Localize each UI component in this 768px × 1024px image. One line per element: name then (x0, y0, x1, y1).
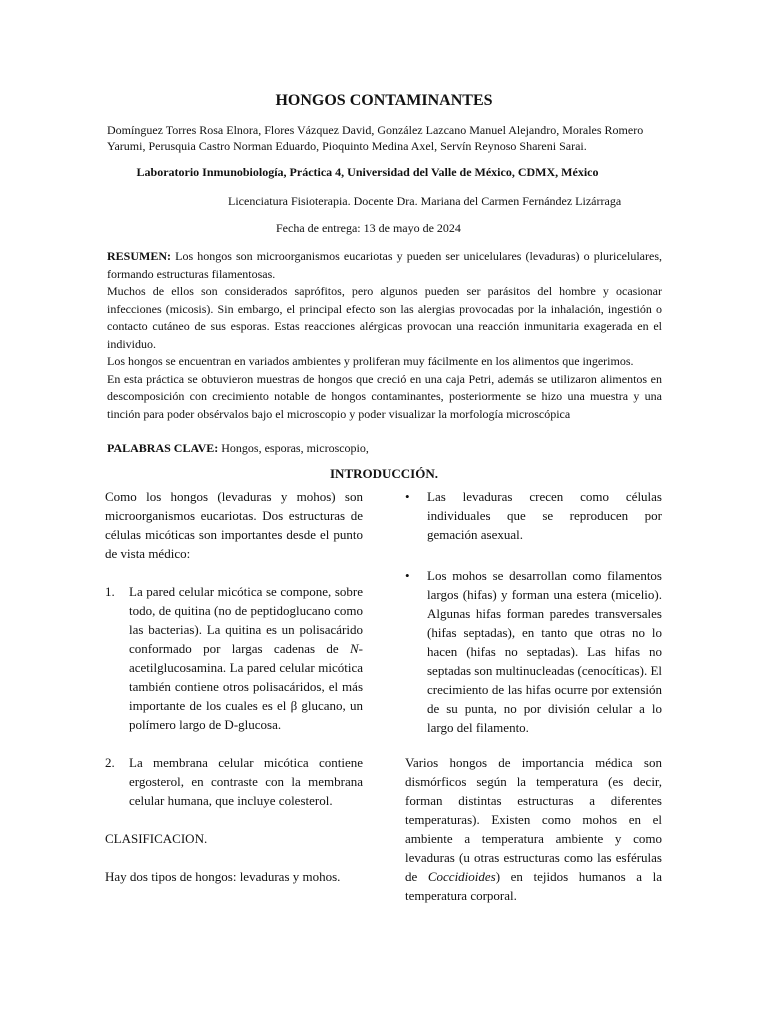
keywords (107, 441, 369, 456)
bullet-text: Las levaduras crecen como células individuales que se reproducen por gemación asexual. (427, 489, 662, 542)
document-title: HONGOS CONTAMINANTES (275, 92, 493, 109)
abstract-text: Los hongos son microorganismos eucariotas y pueden ser unicelulares (levaduras) o pluricelulares, formando estructuras filamentosas. (107, 249, 662, 281)
item-text-part: -acetilglucosamina. La pared celular micótica también contiene otros polisacáridos, el más importante de los cuales es el β glucano, un polímero largo de D-glucosa. (129, 641, 363, 732)
introduction-heading: INTRODUCCIÓN. (330, 466, 438, 481)
numbered-item (105, 582, 363, 734)
bullet-item (405, 487, 662, 544)
bullet-text: Los mohos se desarrollan como filamentos largos (hifas) y forman una estera (micelio). Algunas hifas forman paredes transversales (hifas septadas), en tanto que otras no lo hacen (hifas no septadas). Las hifas no septadas son multinucleadas (cenocíticas). El crecimiento de las hifas ocurre por extensión de su punta, no por división celular a lo largo del filamento. (427, 568, 663, 735)
item-number: 2. (105, 755, 115, 770)
abstract-paragraph: En esta práctica se obtuvieron muestras de hongos que creció en una caja Petri, además se utilizaron alimentos en descomposición con crecimiento notable de hongos contaminantes, posteriormente se hizo una muestra y una tinción para poder obsérvalos bajo el microscopio y poder visualizar la morfología microscópica (107, 371, 662, 421)
abstract-paragraph: Los hongos se encuentran en variados ambientes y proliferan muy fácilmente en los alimentos que ingerimos. (107, 354, 634, 368)
left-column (105, 487, 363, 886)
submission-date: Fecha de entrega: 13 de mayo de 2024 (276, 221, 461, 235)
right-column (405, 487, 662, 905)
abstract-paragraph (107, 248, 662, 283)
bullet-item (405, 566, 662, 737)
dimorphism-paragraph (405, 753, 662, 905)
author-list: Domínguez Torres Rosa Elnora, Flores Vázquez David, González Lazcano Manuel Alejandro, Morales Romero Yarumi, Perusquia Castro Norman Eduardo, Pioquinto Medina Axel, Servín Reynoso Shareni Sarai. (107, 123, 644, 153)
abstract-label: RESUMEN: (107, 249, 172, 263)
intro-paragraph: Como los hongos (levaduras y mohos) son microorganismos eucariotas. Dos estructuras de células micóticas son importantes desde el punto de vista médico: (105, 489, 363, 561)
item-text-italic: N (349, 641, 359, 656)
item-number: 1. (105, 584, 115, 599)
genus-name: Coccidioides (427, 869, 496, 884)
keywords-text: Hongos, esporas, microscopio, (221, 441, 369, 455)
item-text-part: La pared celular micótica se compone, sobre todo, de quitina (no de peptidoglucano como las bacterias). La quitina es un polisacárido conformado por largas cadenas de (129, 584, 363, 656)
paragraph-part: Varios hongos de importancia médica son dismórficos según la temperatura (es decir, forman distintas estructuras a diferentes temperaturas). Existen como mohos en el ambiente a temperatura ambiente y como levaduras (u otras estructuras como las esférulas de (405, 755, 662, 884)
classification-heading: CLASIFICACION. (105, 831, 208, 846)
classification-text: Hay dos tipos de hongos: levaduras y mohos. (105, 869, 341, 884)
bullet-icon: • (405, 489, 410, 504)
lab-affiliation: Laboratorio Inmunobiología, Práctica 4, Universidad del Valle de México, CDMX, México (136, 165, 599, 179)
item-text: La membrana celular micótica contiene ergosterol, en contraste con la membrana celular humana, que incluye colesterol. (129, 755, 363, 808)
degree-and-instructor: Licenciatura Fisioterapia. Docente Dra. Mariana del Carmen Fernández Lizárraga (228, 194, 622, 208)
keywords-label: PALABRAS CLAVE: (107, 441, 219, 455)
abstract-paragraph: Muchos de ellos son considerados saprófitos, pero algunos pueden ser parásitos del hombre y ocasionar infecciones (micosis). Sin embargo, el principal efecto son las alergias provocadas por la inhalación, ingestión o contacto cutáneo de sus esporas. Estas reacciones alérgicas provocan una reacción inmunitaria exagerada en el individuo. (107, 284, 662, 351)
item-text (129, 582, 363, 734)
paragraph-part: ) en tejidos humanos a la temperatura corporal. (405, 869, 662, 903)
numbered-item (105, 753, 363, 810)
bullet-icon: • (405, 568, 410, 583)
abstract-section (107, 248, 662, 423)
